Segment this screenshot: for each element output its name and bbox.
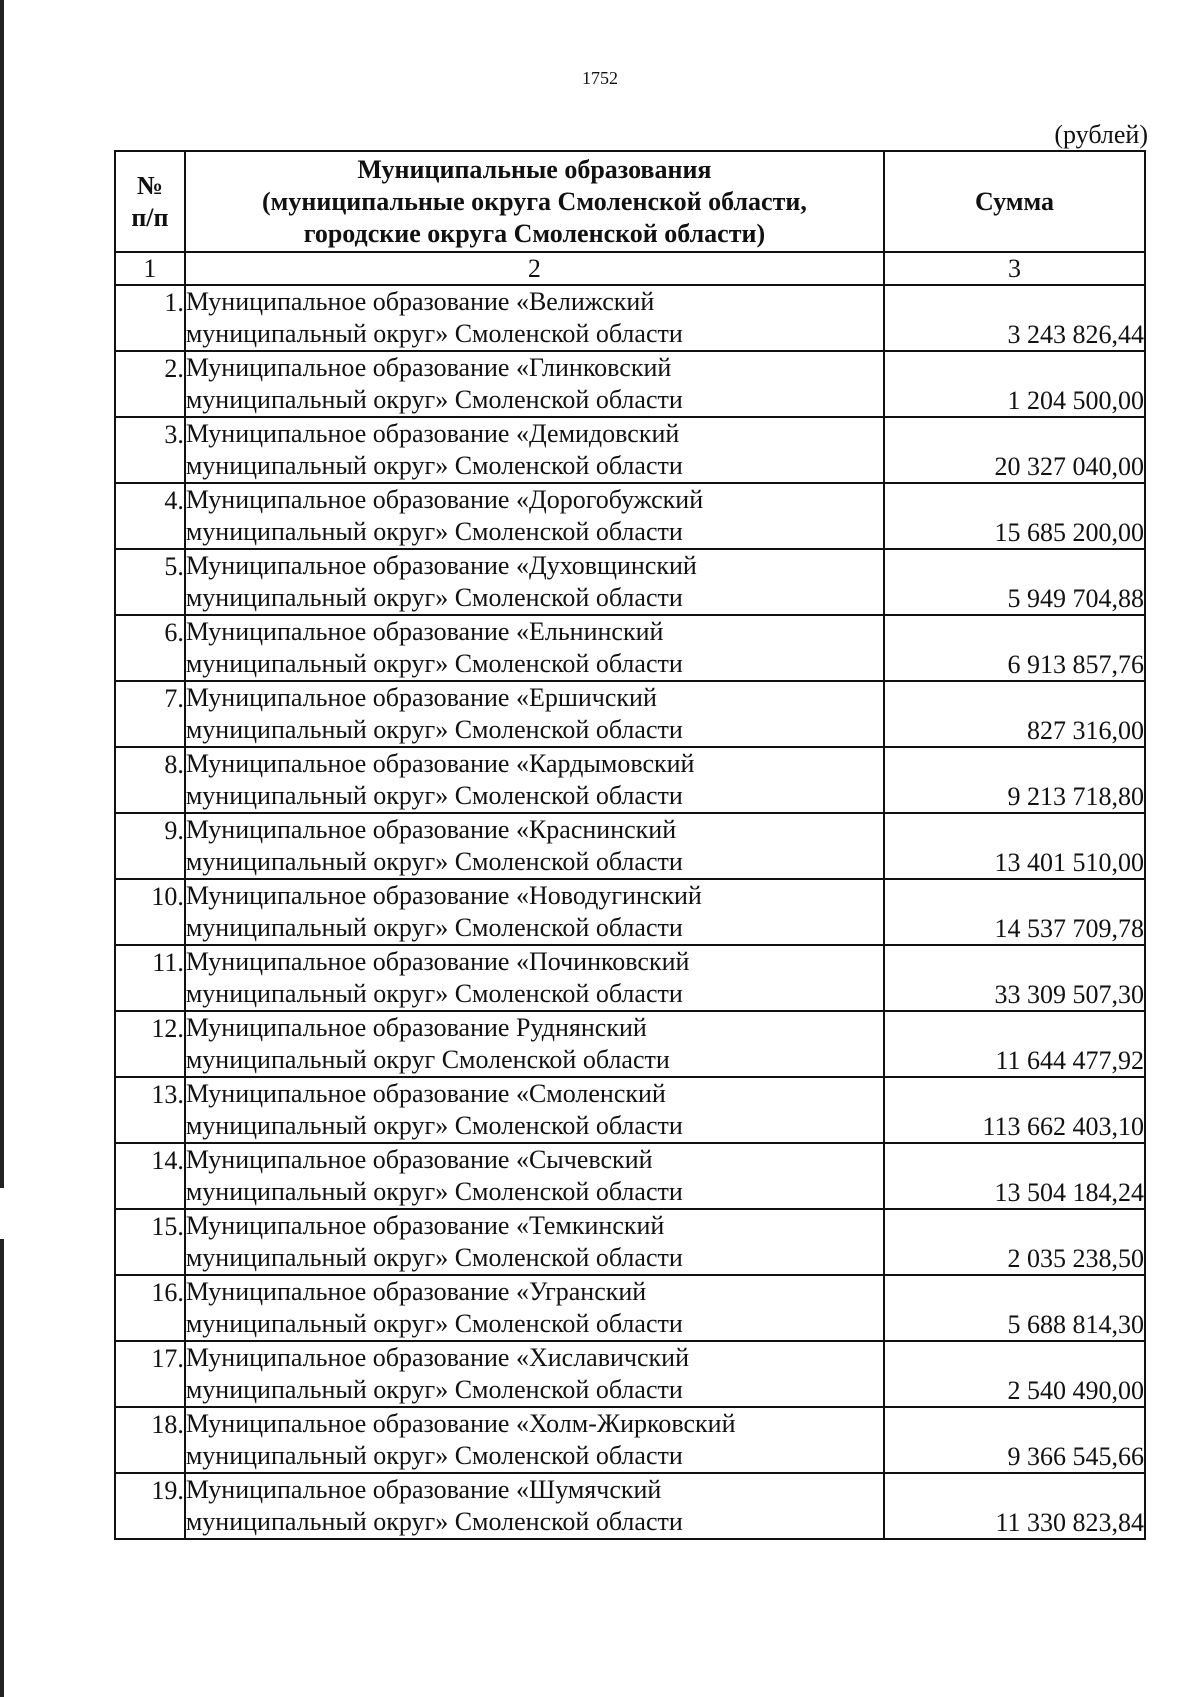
unit-note: (рублей) xyxy=(1054,120,1148,149)
municipality-name xyxy=(185,549,884,615)
row-sum: 1 204 500,00 xyxy=(884,351,1145,417)
row-sum: 11 330 823,84 xyxy=(884,1473,1145,1539)
row-sum: 3 243 826,44 xyxy=(884,285,1145,351)
row-sum: 6 913 857,76 xyxy=(884,615,1145,681)
row-number: 8. xyxy=(115,747,185,813)
table-row xyxy=(115,483,1145,549)
table-row xyxy=(115,747,1145,813)
table-row xyxy=(115,945,1145,1011)
header-number-line: п/п xyxy=(131,202,169,232)
municipality-name-line: муниципальный округ» Смоленской области xyxy=(185,517,683,546)
table-row xyxy=(115,549,1145,615)
table-row xyxy=(115,417,1145,483)
row-sum: 11 644 477,92 xyxy=(884,1011,1145,1077)
municipality-name xyxy=(185,1143,884,1209)
municipality-name xyxy=(185,417,884,483)
allocation-table xyxy=(114,150,1146,1540)
table-row xyxy=(115,1473,1145,1539)
municipality-name-line: муниципальный округ» Смоленской области xyxy=(185,451,683,480)
municipality-name-line: Муниципальное образование «Кардымовский xyxy=(185,749,695,778)
row-number: 6. xyxy=(115,615,185,681)
municipality-name-line: муниципальный округ» Смоленской области xyxy=(185,781,683,810)
row-sum: 14 537 709,78 xyxy=(884,879,1145,945)
row-sum: 15 685 200,00 xyxy=(884,483,1145,549)
municipality-name xyxy=(185,1077,884,1143)
row-sum: 20 327 040,00 xyxy=(884,417,1145,483)
column-index: 2 xyxy=(185,252,884,285)
row-number: 7. xyxy=(115,681,185,747)
row-sum: 33 309 507,30 xyxy=(884,945,1145,1011)
table-row xyxy=(115,879,1145,945)
municipality-name xyxy=(185,1275,884,1341)
municipality-name-line: Муниципальное образование «Сычевский xyxy=(185,1145,653,1174)
municipality-name xyxy=(185,813,884,879)
row-sum: 13 504 184,24 xyxy=(884,1143,1145,1209)
municipality-name xyxy=(185,1209,884,1275)
municipality-name-line: муниципальный округ» Смоленской области xyxy=(185,1507,683,1536)
row-number: 1. xyxy=(115,285,185,351)
row-sum: 827 316,00 xyxy=(884,681,1145,747)
municipality-name-line: Муниципальное образование «Шумячский xyxy=(185,1475,662,1504)
row-number: 16. xyxy=(115,1275,185,1341)
municipality-name-line: муниципальный округ» Смоленской области xyxy=(185,847,683,876)
row-number: 11. xyxy=(115,945,185,1011)
table-row xyxy=(115,1011,1145,1077)
municipality-name-line: Муниципальное образование «Угранский xyxy=(185,1277,647,1306)
municipality-name xyxy=(185,615,884,681)
table-header-row xyxy=(115,151,1145,252)
table-row xyxy=(115,351,1145,417)
header-number-line: № xyxy=(136,170,163,200)
table-row xyxy=(115,1209,1145,1275)
municipality-name-line: муниципальный округ» Смоленской области xyxy=(185,979,683,1008)
row-sum: 9 366 545,66 xyxy=(884,1407,1145,1473)
scan-edge xyxy=(0,0,4,1697)
municipality-name xyxy=(185,285,884,351)
row-number: 3. xyxy=(115,417,185,483)
municipality-name-line: Муниципальное образование «Краснинский xyxy=(185,815,677,844)
row-sum: 113 662 403,10 xyxy=(884,1077,1145,1143)
header-municipality-line: (муниципальные округа Смоленской области, xyxy=(261,186,807,216)
municipality-name-line: муниципальный округ» Смоленской области xyxy=(185,583,683,612)
municipality-name xyxy=(185,747,884,813)
table-row xyxy=(115,1275,1145,1341)
header-number xyxy=(115,151,185,252)
municipality-name xyxy=(185,1011,884,1077)
municipality-name-line: муниципальный округ» Смоленской области xyxy=(185,1111,683,1140)
municipality-name-line: Муниципальное образование «Холм-Жирковский xyxy=(185,1409,736,1438)
municipality-name xyxy=(185,483,884,549)
municipality-name xyxy=(185,681,884,747)
row-number: 2. xyxy=(115,351,185,417)
header-municipality-line: городские округа Смоленской области) xyxy=(303,218,766,248)
municipality-name-line: Муниципальное образование «Хиславичский xyxy=(185,1343,689,1372)
row-sum: 2 540 490,00 xyxy=(884,1341,1145,1407)
row-sum: 2 035 238,50 xyxy=(884,1209,1145,1275)
row-number: 13. xyxy=(115,1077,185,1143)
row-number: 18. xyxy=(115,1407,185,1473)
column-index-row xyxy=(115,252,1145,285)
municipality-name-line: муниципальный округ» Смоленской области xyxy=(185,385,683,414)
municipality-name-line: Муниципальное образование «Ельнинский xyxy=(185,617,664,646)
municipality-name-line: муниципальный округ» Смоленской области xyxy=(185,1375,683,1404)
column-index: 3 xyxy=(884,252,1145,285)
row-number: 4. xyxy=(115,483,185,549)
table-row xyxy=(115,1341,1145,1407)
municipality-name-line: Муниципальное образование Руднянский xyxy=(185,1013,647,1042)
municipality-name xyxy=(185,945,884,1011)
municipality-name-line: муниципальный округ» Смоленской области xyxy=(185,1309,683,1338)
municipality-name-line: муниципальный округ» Смоленской области xyxy=(185,1441,683,1470)
municipality-name-line: муниципальный округ» Смоленской области xyxy=(185,715,683,744)
row-number: 12. xyxy=(115,1011,185,1077)
municipality-name-line: Муниципальное образование «Духовщинский xyxy=(185,551,697,580)
header-sum: Сумма xyxy=(884,151,1145,252)
row-number: 10. xyxy=(115,879,185,945)
row-number: 15. xyxy=(115,1209,185,1275)
municipality-name-line: муниципальный округ» Смоленской области xyxy=(185,319,683,348)
table-row xyxy=(115,1143,1145,1209)
header-municipality-line: Муниципальные образования xyxy=(357,154,712,184)
municipality-name-line: Муниципальное образование «Темкинский xyxy=(185,1211,665,1240)
municipality-name xyxy=(185,1473,884,1539)
row-sum: 5 949 704,88 xyxy=(884,549,1145,615)
municipality-name-line: муниципальный округ» Смоленской области xyxy=(185,1243,683,1272)
table-row xyxy=(115,285,1145,351)
table-row xyxy=(115,1407,1145,1473)
column-index: 1 xyxy=(115,252,185,285)
municipality-name-line: Муниципальное образование «Глинковский xyxy=(185,353,672,382)
municipality-name-line: муниципальный округ» Смоленской области xyxy=(185,649,683,678)
header-municipality xyxy=(185,151,884,252)
municipality-name-line: Муниципальное образование «Смоленский xyxy=(185,1079,666,1108)
row-number: 17. xyxy=(115,1341,185,1407)
row-number: 19. xyxy=(115,1473,185,1539)
municipality-name-line: Муниципальное образование «Велижский xyxy=(185,287,655,316)
row-number: 14. xyxy=(115,1143,185,1209)
municipality-name xyxy=(185,351,884,417)
table-row xyxy=(115,813,1145,879)
row-sum: 9 213 718,80 xyxy=(884,747,1145,813)
municipality-name xyxy=(185,879,884,945)
row-number: 5. xyxy=(115,549,185,615)
page-number: 1752 xyxy=(582,68,618,88)
municipality-name xyxy=(185,1341,884,1407)
municipality-name-line: Муниципальное образование «Дорогобужский xyxy=(185,485,704,514)
municipality-name xyxy=(185,1407,884,1473)
municipality-name-line: Муниципальное образование «Починковский xyxy=(185,947,690,976)
row-sum: 5 688 814,30 xyxy=(884,1275,1145,1341)
table-row xyxy=(115,615,1145,681)
table-row xyxy=(115,1077,1145,1143)
municipality-name-line: Муниципальное образование «Новодугинский xyxy=(185,881,702,910)
municipality-name-line: Муниципальное образование «Ершичский xyxy=(185,683,657,712)
municipality-name-line: муниципальный округ» Смоленской области xyxy=(185,1177,683,1206)
row-sum: 13 401 510,00 xyxy=(884,813,1145,879)
municipality-name-line: муниципальный округ Смоленской области xyxy=(185,1045,670,1074)
municipality-name-line: муниципальный округ» Смоленской области xyxy=(185,913,683,942)
row-number: 9. xyxy=(115,813,185,879)
table-row xyxy=(115,681,1145,747)
municipality-name-line: Муниципальное образование «Демидовский xyxy=(185,419,680,448)
